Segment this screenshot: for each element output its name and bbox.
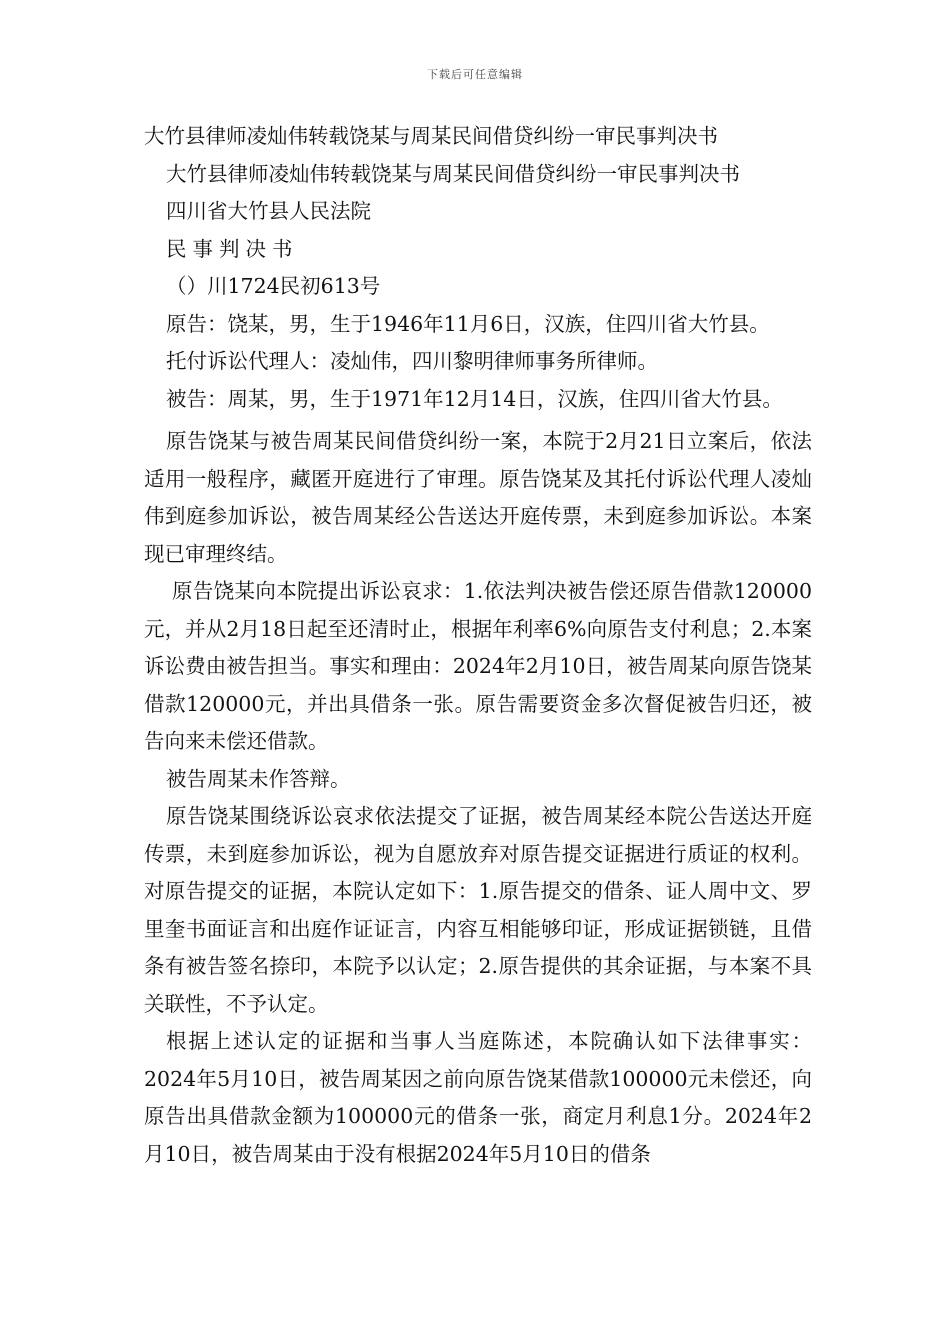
paragraph-claims: 原告饶某向本院提出诉讼哀求：1.依法判决被告偿还原告借款120000元，并从2月18日起至还清时止，根据年利率6%向原告支付利息；2.本案诉讼费由被告担当。事实和理由：2024年2月10日，被告周某向原告饶某借款120000元，并出具借条一张。原告需要资金多次督促被告归还，被告向来未偿还借款。 (144, 579, 812, 753)
page-header-note: 下载后可任意编辑 (427, 68, 523, 81)
paragraph-case-summary: 原告饶某与被告周某民间借贷纠纷一案，本院于2月21日立案后，依法适用一般程序，藏匿开庭进行了审理。原告饶某及其托付诉讼代理人凌灿伟到庭参加诉讼，被告周某经公告送达开庭传票，未到庭参加诉讼。本案现已审理终结。 (144, 429, 812, 566)
court-name: 四川省大竹县人民法院 (166, 199, 371, 223)
paragraph-evidence: 原告饶某围绕诉讼哀求依法提交了证据，被告周某经本院公告送达开庭传票，未到庭参加诉讼，视为自愿放弃对原告提交证据进行质证的权利。对原告提交的证据，本院认定如下：1.原告提交的借条、证人周中文、罗里奎书面证言和出庭作证证言，内容互相能够印证，形成证据锁链，且借条有被告签名捺印，本院予以认定；2.原告提供的其余证据，与本案不具关联性，不予认定。 (144, 804, 812, 1016)
paragraph-no-reply: 被告周某未作答辩。 (166, 766, 351, 791)
paragraph-facts: 根据上述认定的证据和当事人当庭陈述，本院确认如下法律事实：2024年5月10日，被告周某因之前向原告饶某借款100000元未偿还，向原告出具借款金额为100000元的借条一张，商定月利息1分。2024年2月10日，被告周某由于没有根据2024年5月10日的借条 (144, 1029, 812, 1166)
document-type: 民事判决书 (166, 236, 299, 261)
agent-info: 托付诉讼代理人：凌灿伟，四川黎明律师事务所律师。 (166, 349, 658, 373)
document-subtitle: 大竹县律师凌灿伟转载饶某与周某民间借贷纠纷一审民事判决书 (166, 161, 740, 186)
plaintiff-info: 原告：饶某，男，生于1946年11月6日，汉族，住四川省大竹县。 (166, 311, 770, 336)
document-title: 大竹县律师凌灿伟转载饶某与周某民间借贷纠纷一审民事判决书 (144, 124, 718, 148)
document-body (144, 118, 812, 1173)
case-number: （）川1724民初613号 (166, 274, 381, 298)
defendant-info: 被告：周某，男，生于1971年12月14日，汉族，住四川省大竹县。 (166, 386, 783, 411)
